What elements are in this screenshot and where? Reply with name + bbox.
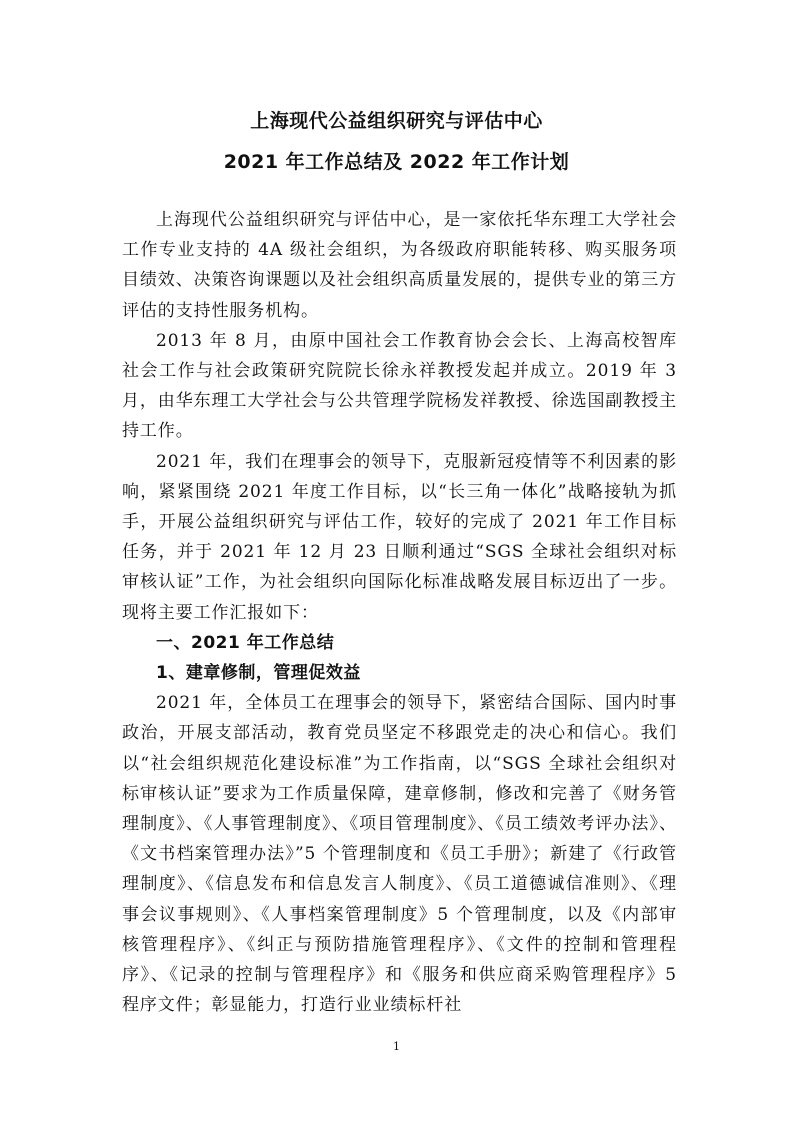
paragraph-section1: 2021 年，全体员工在理事会的领导下，紧密结合国际、国内时事政治，开展支部活动，教育党员坚定不移跟党走的决心和信心。我们以“社会组织规范化建设标准”为工作指南，以“SGS 全球社会组织对标审核认证”要求为工作质量保障，建章修制，修改和完善了《财务管理制度》、《人事管理制度》、《项目管理制度》、《员工绩效考评办法》、《文书档案管理办法》”5 个管理制度和《员工手册》；新建了《行政管理制度》、《信息发布和信息发言人制度》、《员工道德诚信准则》、《理事会议事规则》、《人事档案管理制度》5 个管理制度，以及《内部审核管理程序》、《纠正与预防措施管理程序》、《文件的控制和管理程序》、《记录的控制与管理程序》和《服务和供应商采购管理程序》5 程序文件；彰显能力，打造行业业绩标杆社 bbox=[122, 693, 677, 1016]
paragraph-intro: 上海现代公益组织研究与评估中心，是一家依托华东理工大学社会工作专业支持的 4A 级社会组织，为各级政府职能转移、购买服务项目绩效、决策咨询课题以及社会组织高质量发展的，提供专业的第三方评估的支持性服务机构。 bbox=[122, 210, 677, 321]
document-title-line2: 2021 年工作总结及 2022 年工作计划 bbox=[223, 151, 570, 173]
subsection-heading-1: 1、建章修制，管理促效益 bbox=[156, 663, 361, 684]
paragraph-history: 2013 年 8 月，由原中国社会工作教育协会会长、上海高校智库社会工作与社会政策研究院院长徐永祥教授发起并成立。2019 年 3 月，由华东理工大学社会与公共管理学院杨发祥教授、徐选国副教授主持工作。 bbox=[122, 330, 677, 442]
document-title-line1: 上海现代公益组织研究与评估中心 bbox=[250, 110, 543, 132]
paragraph-overview-2021: 2021 年，我们在理事会的领导下，克服新冠疫情等不利因素的影响，紧紧围绕 2021 年度工作目标，以“长三角一体化”战略接轨为抓手，开展公益组织研究与评估工作，较好的完成了 2021 年工作目标任务，并于 2021 年 12 月 23 日顺利通过“SGS 全球社会组织对标审核认证”工作，为社会组织向国际化标准战略发展目标迈出了一步。现将主要工作汇报如下： bbox=[122, 451, 677, 623]
page-number: 1 bbox=[393, 1040, 400, 1053]
document-body bbox=[122, 205, 677, 1020]
section-heading-1: 一、2021 年工作总结 bbox=[156, 632, 335, 653]
